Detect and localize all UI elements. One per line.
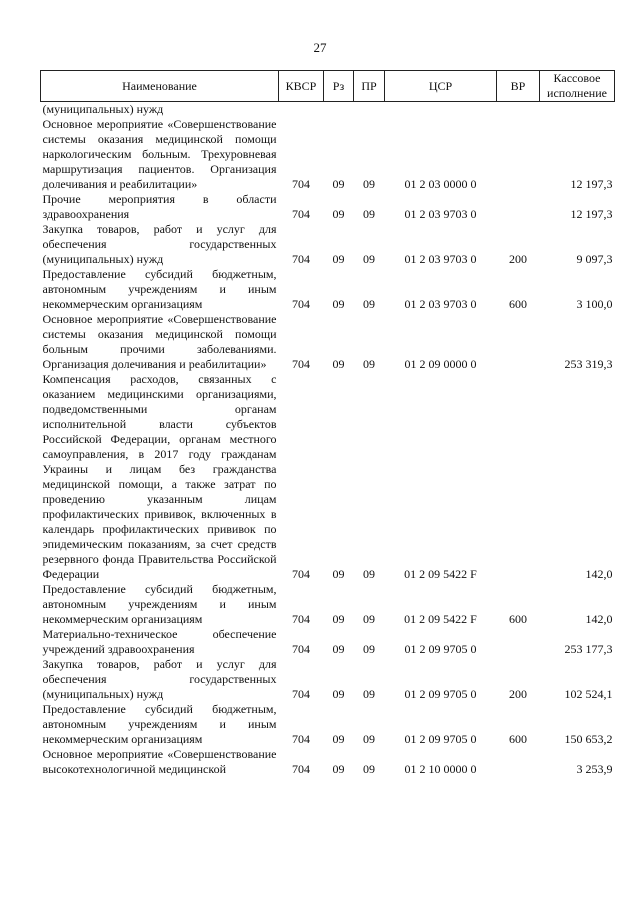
row-pr: 09 xyxy=(363,207,375,221)
row-kvsr: 704 xyxy=(292,687,310,701)
row-vr: 600 xyxy=(509,612,527,626)
row-amount: 150 653,2 xyxy=(564,732,613,746)
row-csr: 01 2 09 0000 0 xyxy=(404,357,477,371)
row-rz: 09 xyxy=(332,567,345,581)
table-row xyxy=(41,627,615,657)
table-row xyxy=(41,747,615,777)
row-kvsr xyxy=(279,102,324,118)
row-csr: 01 2 03 9703 0 xyxy=(404,297,477,311)
row-vr xyxy=(497,102,540,118)
row-pr: 09 xyxy=(363,357,375,371)
row-rz xyxy=(324,102,354,118)
table-row xyxy=(41,582,615,627)
row-csr: 01 2 10 0000 0 xyxy=(404,762,477,776)
row-amount: 142,0 xyxy=(585,567,613,581)
row-kvsr: 704 xyxy=(292,357,310,371)
row-kvsr: 704 xyxy=(292,732,310,746)
row-amount xyxy=(540,102,615,118)
row-name: (муниципальных) нужд xyxy=(42,102,164,116)
row-kvsr: 704 xyxy=(292,762,310,776)
budget-table xyxy=(40,70,615,777)
row-pr: 09 xyxy=(363,252,375,266)
row-amount: 9 097,3 xyxy=(576,252,613,266)
header-kvsr: КВСР xyxy=(279,71,324,102)
header-rz: Рз xyxy=(324,71,354,102)
row-csr: 01 2 03 9703 0 xyxy=(404,207,477,221)
header-pr: ПР xyxy=(354,71,385,102)
row-pr: 09 xyxy=(363,177,375,191)
row-amount: 253 177,3 xyxy=(564,642,613,656)
row-pr: 09 xyxy=(363,732,375,746)
row-name: Предоставление субсидий бюджетным, автономным учреждениям и иным некоммерческим организациям xyxy=(42,267,277,311)
row-name: Закупка товаров, работ и услуг для обеспечения государственных (муниципальных) нужд xyxy=(42,657,277,701)
row-vr: 600 xyxy=(509,732,527,746)
row-rz: 09 xyxy=(332,252,345,266)
row-csr: 01 2 09 5422 F xyxy=(404,612,477,626)
row-pr: 09 xyxy=(363,687,375,701)
row-vr xyxy=(497,117,540,192)
row-amount: 253 319,3 xyxy=(564,357,613,371)
row-kvsr: 704 xyxy=(292,177,310,191)
row-kvsr: 704 xyxy=(292,612,310,626)
table-row xyxy=(41,372,615,582)
row-pr xyxy=(354,102,385,118)
header-name: Наименование xyxy=(41,71,279,102)
row-name: Предоставление субсидий бюджетным, автономным учреждениям и иным некоммерческим организациям xyxy=(42,702,277,746)
table-header-row xyxy=(41,71,615,102)
row-pr: 09 xyxy=(363,642,375,656)
row-rz: 09 xyxy=(332,732,345,746)
table-row xyxy=(41,117,615,192)
row-vr: 200 xyxy=(509,252,527,266)
row-vr xyxy=(497,627,540,657)
table-row xyxy=(41,102,615,118)
row-csr: 01 2 09 9705 0 xyxy=(404,687,477,701)
header-amount: Кассовое исполнение xyxy=(540,71,615,102)
row-vr xyxy=(497,312,540,372)
row-rz: 09 xyxy=(332,357,345,371)
table-row xyxy=(41,222,615,267)
page-number: 27 xyxy=(313,40,327,55)
row-rz: 09 xyxy=(332,762,345,776)
row-amount: 102 524,1 xyxy=(564,687,613,701)
row-csr: 01 2 03 9703 0 xyxy=(404,252,477,266)
row-vr: 200 xyxy=(509,687,527,701)
row-vr xyxy=(497,747,540,777)
row-csr: 01 2 09 9705 0 xyxy=(404,732,477,746)
row-name: Предоставление субсидий бюджетным, автономным учреждениям и иным некоммерческим организациям xyxy=(42,582,277,626)
row-rz: 09 xyxy=(332,207,345,221)
row-csr: 01 2 09 5422 F xyxy=(404,567,477,581)
table-row xyxy=(41,702,615,747)
row-csr: 01 2 09 9705 0 xyxy=(404,642,477,656)
row-kvsr: 704 xyxy=(292,297,310,311)
table-row xyxy=(41,192,615,222)
row-kvsr: 704 xyxy=(292,567,310,581)
row-amount: 3 253,9 xyxy=(576,762,613,776)
row-name: Основное мероприятие «Совершенствование системы оказания медицинской помощи больным прочими заболеваниями. Организация долечивания и реабилитации» xyxy=(42,312,277,371)
row-name: Материально-техническое обеспечение учреждений здравоохранения xyxy=(42,627,277,656)
row-vr xyxy=(497,192,540,222)
row-rz: 09 xyxy=(332,612,345,626)
table-row xyxy=(41,267,615,312)
row-pr: 09 xyxy=(363,612,375,626)
row-name: Компенсация расходов, связанных с оказанием медицинскими организациями, подведомственными органам исполнительной власти субъектов Российской Федерации, органам местного самоуправления, в 2017 году гражданам Украины и лицам без гражданства медицинской помощи, а также затрат по проведению указанным лицам профилактических прививок, включенных в календарь профилактических прививок по эпидемическим показаниям, за счет средств резервного фонда Правительства Российской Федерации xyxy=(42,372,277,581)
row-rz: 09 xyxy=(332,687,345,701)
row-amount: 3 100,0 xyxy=(576,297,613,311)
row-rz: 09 xyxy=(332,297,345,311)
row-name: Прочие мероприятия в области здравоохранения xyxy=(42,192,277,221)
row-csr xyxy=(385,102,497,118)
row-kvsr: 704 xyxy=(292,642,310,656)
header-csr: ЦСР xyxy=(385,71,497,102)
row-pr: 09 xyxy=(363,297,375,311)
row-vr: 600 xyxy=(509,297,527,311)
row-name: Закупка товаров, работ и услуг для обеспечения государственных (муниципальных) нужд xyxy=(42,222,277,266)
row-amount: 12 197,3 xyxy=(570,177,613,191)
row-amount: 12 197,3 xyxy=(570,207,613,221)
row-name: Основное мероприятие «Совершенствование системы оказания медицинской помощи наркологическим больным. Трехуровневая маршрутизация пациентов. Организация долечивания и реабилитации» xyxy=(42,117,277,191)
row-name: Основное мероприятие «Совершенствование высокотехнологичной медицинской xyxy=(42,747,277,776)
row-vr xyxy=(497,372,540,582)
row-pr: 09 xyxy=(363,567,375,581)
row-rz: 09 xyxy=(332,642,345,656)
header-vr: ВР xyxy=(497,71,540,102)
row-pr: 09 xyxy=(363,762,375,776)
table-row xyxy=(41,657,615,702)
row-kvsr: 704 xyxy=(292,252,310,266)
row-rz: 09 xyxy=(332,177,345,191)
row-amount: 142,0 xyxy=(585,612,613,626)
row-csr: 01 2 03 0000 0 xyxy=(404,177,477,191)
row-kvsr: 704 xyxy=(292,207,310,221)
table-row xyxy=(41,312,615,372)
